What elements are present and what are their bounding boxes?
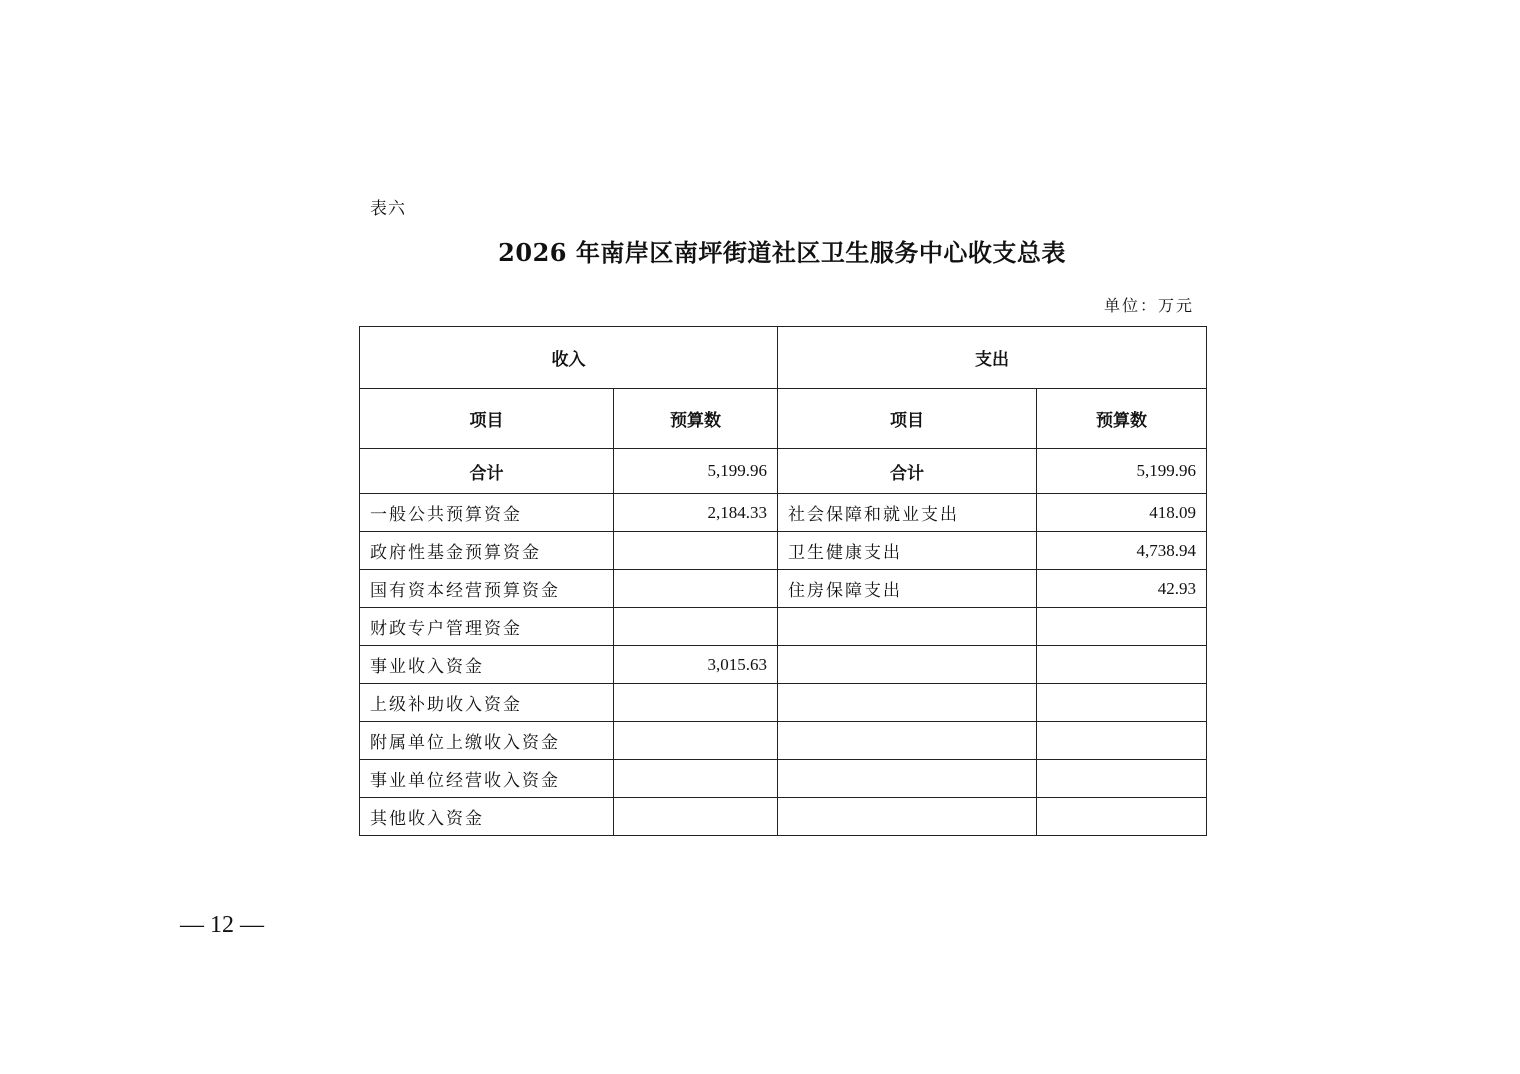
total-row [360, 449, 1207, 494]
table-row [360, 494, 1207, 532]
expense-item [778, 722, 1037, 760]
income-value: 2,184.33 [614, 494, 778, 532]
income-item: 事业收入资金 [360, 646, 614, 684]
expense-value [1037, 608, 1207, 646]
expense-item: 住房保障支出 [778, 570, 1037, 608]
table-label: 表六 [370, 199, 406, 219]
income-item: 事业单位经营收入资金 [360, 760, 614, 798]
income-value [614, 570, 778, 608]
document-title: 2026 年南岸区南坪街道社区卫生服务中心收支总表 [498, 238, 1066, 267]
page-number: — 12 — [180, 912, 264, 938]
income-item: 国有资本经营预算资金 [360, 570, 614, 608]
table-row [360, 798, 1207, 836]
expense-total-label: 合计 [778, 449, 1037, 494]
income-item: 上级补助收入资金 [360, 684, 614, 722]
expense-value [1037, 798, 1207, 836]
expense-value [1037, 684, 1207, 722]
income-value [614, 760, 778, 798]
income-item: 一般公共预算资金 [360, 494, 614, 532]
expense-item [778, 798, 1037, 836]
income-value [614, 608, 778, 646]
expense-value: 4,738.94 [1037, 532, 1207, 570]
expense-section-header: 支出 [778, 327, 1207, 389]
expense-item [778, 646, 1037, 684]
expense-item-column-header: 项目 [778, 389, 1037, 449]
expense-item [778, 608, 1037, 646]
table-row [360, 684, 1207, 722]
expense-value [1037, 722, 1207, 760]
expense-item [778, 684, 1037, 722]
table-row [360, 608, 1207, 646]
income-item: 其他收入资金 [360, 798, 614, 836]
expense-total-value: 5,199.96 [1037, 449, 1207, 494]
expense-value [1037, 646, 1207, 684]
table-row [360, 760, 1207, 798]
section-header-row [360, 327, 1207, 389]
expense-budget-column-header: 预算数 [1037, 389, 1207, 449]
income-section-header: 收入 [360, 327, 778, 389]
income-total-label: 合计 [360, 449, 614, 494]
income-value: 3,015.63 [614, 646, 778, 684]
column-header-row [360, 389, 1207, 449]
income-value [614, 798, 778, 836]
income-value [614, 722, 778, 760]
unit-label: 单位：万元 [1103, 296, 1194, 315]
income-item: 附属单位上缴收入资金 [360, 722, 614, 760]
income-budget-column-header: 预算数 [614, 389, 778, 449]
expense-item [778, 760, 1037, 798]
income-item: 财政专户管理资金 [360, 608, 614, 646]
income-item-column-header: 项目 [360, 389, 614, 449]
expense-item: 社会保障和就业支出 [778, 494, 1037, 532]
table-row [360, 646, 1207, 684]
income-value [614, 532, 778, 570]
expense-value: 418.09 [1037, 494, 1207, 532]
expense-value [1037, 760, 1207, 798]
table-row [360, 722, 1207, 760]
income-value [614, 684, 778, 722]
table-row [360, 532, 1207, 570]
income-total-value: 5,199.96 [614, 449, 778, 494]
expense-value: 42.93 [1037, 570, 1207, 608]
table-row [360, 570, 1207, 608]
expense-item: 卫生健康支出 [778, 532, 1037, 570]
budget-summary-table [359, 326, 1207, 836]
income-item: 政府性基金预算资金 [360, 532, 614, 570]
